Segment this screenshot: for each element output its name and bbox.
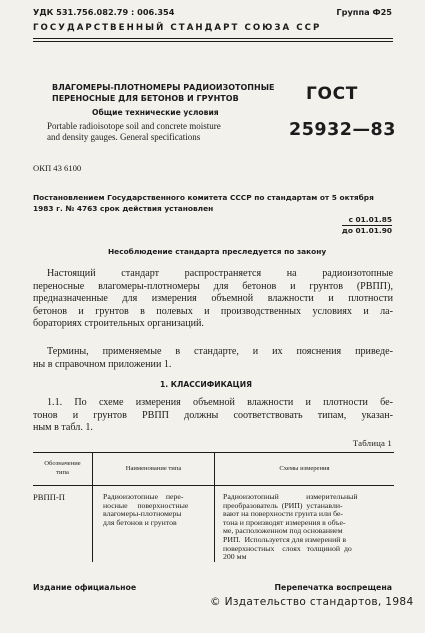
okp-code: ОКП 43 6100 (33, 163, 82, 173)
title-line-1: ВЛАГОМЕРЫ-ПЛОТНОМЕРЫ РАДИОИЗОТОПНЫЕ (52, 83, 275, 92)
header-rule (33, 38, 393, 39)
cell-scheme-wrap (215, 486, 395, 562)
title-line-2: ПЕРЕНОСНЫЕ ДЛЯ БЕТОНОВ И ГРУНТОВ (52, 94, 239, 103)
document-subtitle: Общие технические условия (92, 108, 219, 117)
text-line: Термины, применяемые в стандарте, и их пояснения приведе- (47, 346, 393, 357)
table-caption: Таблица 1 (352, 438, 392, 448)
text-line: ны в справочном приложении 1. (33, 358, 172, 370)
table-row (33, 486, 394, 562)
text-line: бораториях строительных организаций. (33, 318, 204, 329)
text-line: предназначенные для измерения объемной влажности и плотности (33, 293, 393, 304)
decree-text (33, 193, 374, 214)
gost-number: 25932—83 (289, 120, 396, 140)
table-header-row (33, 453, 394, 486)
group-code: Группа Ф25 (336, 7, 392, 17)
cell-type-name: Радиоизотопные пере- носные поверхностные влагомеры-плотномеры для бетонов и грунтов (103, 492, 189, 527)
gost-label: ГОСТ (306, 84, 359, 104)
section-heading: 1. КЛАССИФИКАЦИЯ (160, 380, 252, 389)
udk-code: УДК 531.756.082.79 : 006.354 (33, 7, 175, 17)
intro-paragraph (33, 268, 393, 331)
legal-warning: Несоблюдение стандарта преследуется по закону (108, 247, 327, 256)
validity-from: с 01.01.85 (348, 215, 392, 224)
text-line: бетонов и грунтов в полевых и производственных условиях и ла- (33, 305, 393, 317)
clause-1-1 (33, 397, 393, 435)
terms-paragraph (33, 346, 393, 371)
cell-type-code: РВПП-П (33, 492, 65, 502)
text-line: Настоящий стандарт распространяется на радиоизотопные (47, 268, 393, 279)
header-rule-thin (33, 41, 393, 42)
english-title (47, 121, 221, 143)
header-type-name: Наименование типа (93, 453, 215, 486)
edition-note: Издание официальное (33, 583, 137, 592)
document-title (52, 82, 274, 104)
validity-to: до 01.01.90 (341, 226, 392, 235)
cell-measurement-scheme: Радиоизотопный измерительный преобразователь (РИП) устанавли- вают на поверхности грунта или бе- тона и производят измерения в объе- ме, расположенном под основанием РИП. Используется для измерений в поверхностных слоях толщиной до 200 мм (223, 492, 358, 562)
header-type-code: Обозначение типа (44, 460, 81, 476)
gos-standard-banner: ГОСУДАРСТВЕННЫЙ СТАНДАРТ СОЮЗА ССР (33, 23, 322, 33)
types-table (33, 452, 394, 562)
text-line: ным в табл. 1. (33, 422, 93, 433)
publisher-copyright: © Издательство стандартов, 1984 (210, 596, 414, 608)
cell-type-name-wrap (93, 486, 215, 562)
decree-line-2: 1983 г. № 4763 срок действия установлен (33, 203, 214, 213)
text-line: тонов и грунтов РВПП должны соответствовать типам, указан- (33, 409, 393, 421)
text-line: 1.1. По схеме измерения объемной влажности и плотности бе- (47, 397, 393, 408)
header-measurement-scheme: Схемы измерения (215, 453, 395, 486)
english-title-line-2: and density gauges. General specifications (47, 132, 201, 142)
text-line: переносные влагомеры-плотномеры для бетонов и грунтов (РВПП), (33, 280, 393, 292)
decree-line-1: Постановлением Государственного комитета СССР по стандартам от 5 октября (33, 193, 374, 202)
english-title-line-1: Portable radioisotope soil and concrete moisture (47, 121, 221, 131)
reprint-note: Перепечатка воспрещена (274, 583, 392, 592)
